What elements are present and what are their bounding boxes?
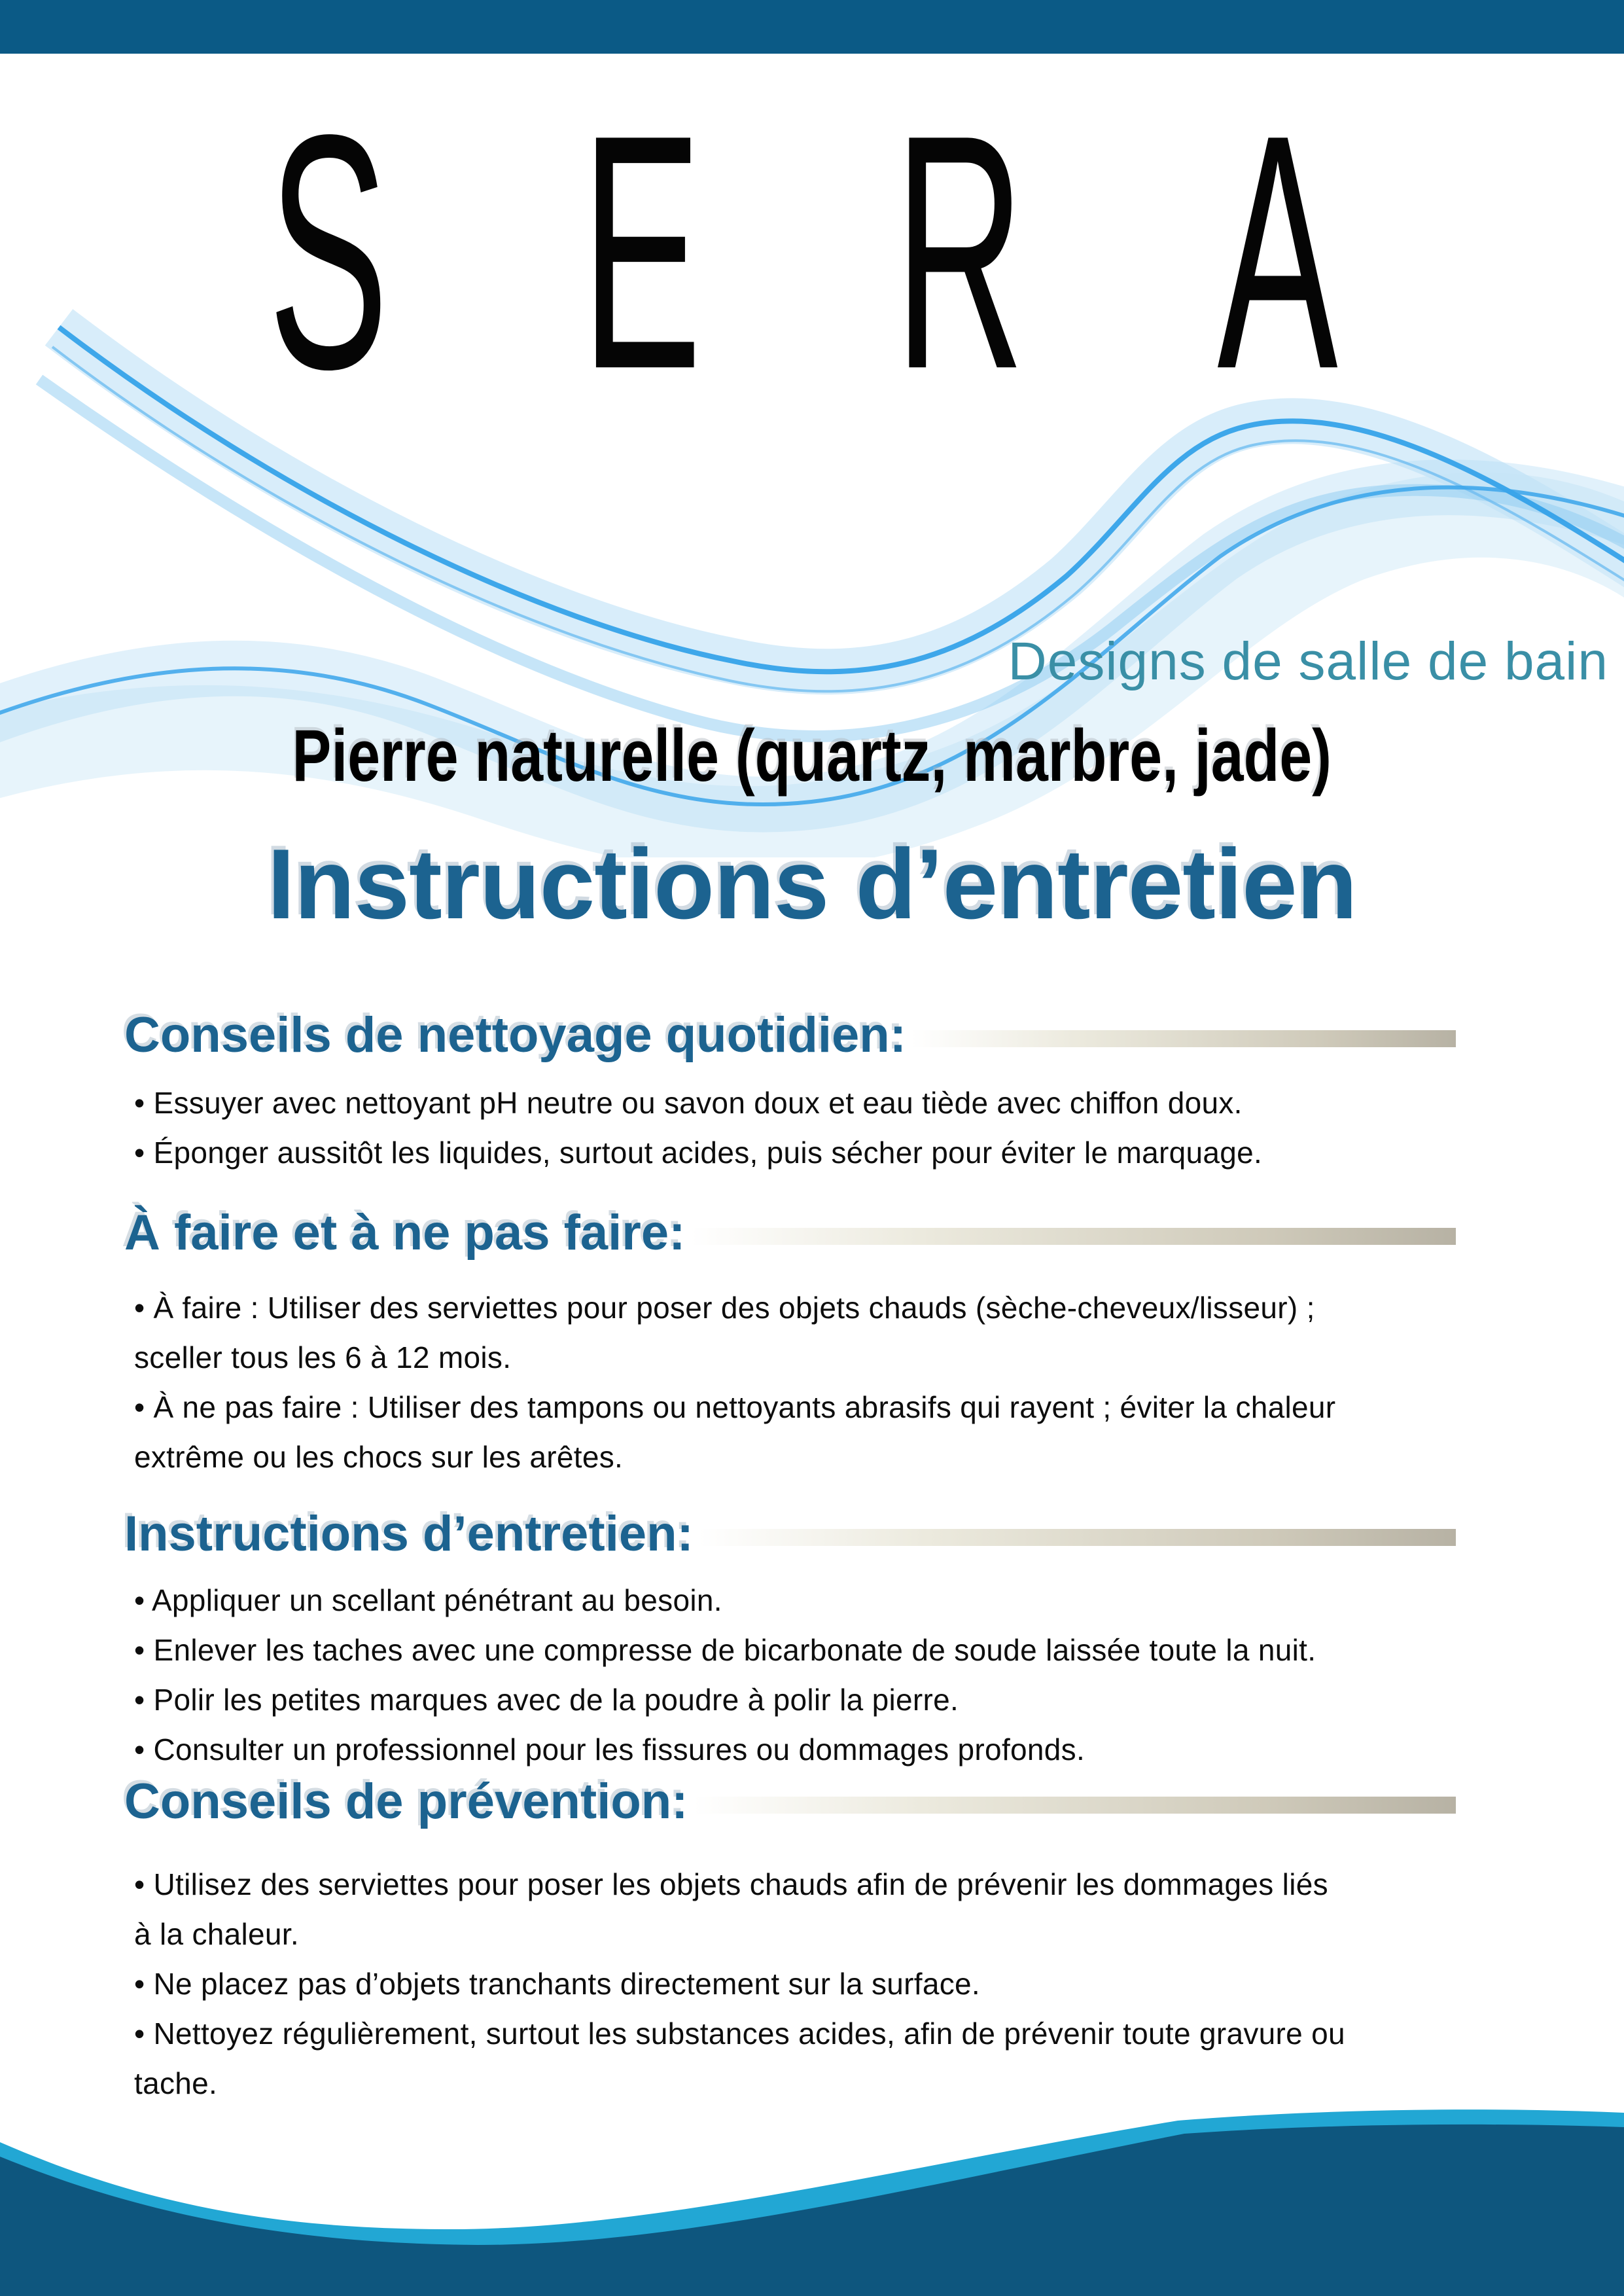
- section-dos-donts: [124, 1203, 1456, 1263]
- page-title: Instructions d’entretien: [267, 829, 1357, 940]
- section-heading: Instructions d’entretien:: [124, 1506, 694, 1562]
- bullet-line: • Éponger aussitôt les liquides, surtout acides, puis sécher pour éviter le marquage.: [134, 1136, 1263, 1170]
- heading-underline-bar: [699, 1529, 1456, 1546]
- footer-wave-graphic: [0, 2087, 1624, 2296]
- bullet-line: • À ne pas faire : Utiliser des tampons ou nettoyants abrasifs qui rayent ; éviter la chaleur: [134, 1390, 1336, 1424]
- bullet-line: tache.: [134, 2066, 218, 2100]
- section-heading: Conseils de nettoyage quotidien:: [124, 1007, 906, 1063]
- brand-logo: SERA: [268, 64, 1530, 439]
- footer-wave-dark: [0, 2125, 1624, 2296]
- top-accent-bar: [0, 0, 1624, 54]
- product-headline-row: [0, 712, 1624, 800]
- bullet-line: à la chaleur.: [134, 1917, 299, 1951]
- section-daily-cleaning: [124, 1005, 1456, 1065]
- bullet-line: • Utilisez des serviettes pour poser les objets chauds afin de prévenir les dommages liés: [134, 1867, 1328, 1901]
- section-maintenance: [124, 1504, 1456, 1564]
- bullet-line: • À faire : Utiliser des serviettes pour poser des objets chauds (sèche-cheveux/lisseur) ;: [134, 1291, 1315, 1325]
- bullet-line: • Consulter un professionnel pour les fissures ou dommages profonds.: [134, 1732, 1086, 1767]
- bullet-line: • Appliquer un scellant pénétrant au besoin.: [134, 1583, 722, 1617]
- bullet-line: • Nettoyez régulièrement, surtout les substances acides, afin de prévenir toute gravure ou: [134, 2017, 1345, 2051]
- heading-underline-bar: [911, 1030, 1456, 1047]
- bullet-line: • Enlever les taches avec une compresse de bicarbonate de soude laissée toute la nuit.: [134, 1633, 1316, 1667]
- section-heading: À faire et à ne pas faire:: [124, 1205, 686, 1261]
- bullet-line: extrême ou les chocs sur les arêtes.: [134, 1440, 624, 1474]
- bullet-group-daily-cleaning: [134, 1078, 1606, 1177]
- bullet-line: • Ne placez pas d’objets tranchants directement sur la surface.: [134, 1967, 980, 2001]
- heading-underline-bar: [694, 1797, 1456, 1814]
- bullet-line: • Polir les petites marques avec de la poudre à polir la pierre.: [134, 1683, 959, 1717]
- brand-tagline: Designs de salle de bain: [1008, 632, 1608, 691]
- page-title-row: [0, 825, 1624, 944]
- bullet-group-prevention: [134, 1859, 1606, 2108]
- bullet-group-maintenance: [134, 1575, 1606, 1774]
- heading-underline-bar: [690, 1228, 1456, 1245]
- bullet-group-dos-donts: [134, 1283, 1606, 1482]
- product-headline: Pierre naturelle (quartz, marbre, jade): [292, 715, 1332, 797]
- bullet-line: • Essuyer avec nettoyant pH neutre ou savon doux et eau tiède avec chiffon doux.: [134, 1086, 1243, 1120]
- section-heading: Conseils de prévention:: [124, 1774, 688, 1829]
- bullet-line: sceller tous les 6 à 12 mois.: [134, 1340, 512, 1374]
- section-prevention: [124, 1772, 1456, 1831]
